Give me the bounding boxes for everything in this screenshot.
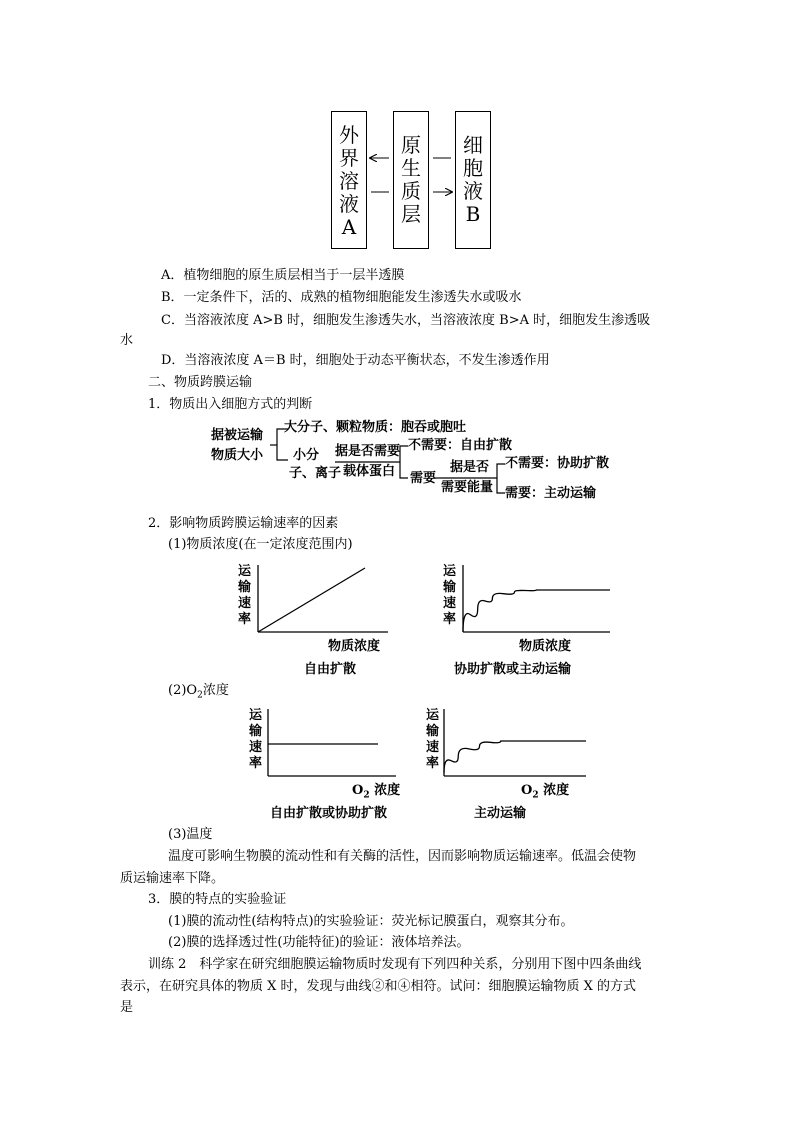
chart1-caption: 自由扩散 bbox=[304, 662, 357, 677]
factor-1-title: (1)物质浓度(在一定浓度范围内) bbox=[168, 537, 353, 552]
tree-small-line1: 小分 bbox=[293, 448, 320, 463]
verify-selective-permeability: (2)膜的选择透过性(功能特征)的验证：液体培养法。 bbox=[168, 935, 470, 950]
chart2-series-line bbox=[463, 590, 610, 632]
chart4-series-line bbox=[444, 741, 586, 773]
tree-carrier-line1: 据是否需要 bbox=[335, 444, 401, 459]
factor-2-title: $(2)O_2$浓度 bbox=[168, 683, 229, 701]
bracket-carrier bbox=[400, 446, 408, 478]
chart3-x-label: $O_2$ 浓度 bbox=[352, 783, 401, 801]
chart4-y-label: 运 输 速 率 bbox=[426, 708, 440, 771]
tree-no-energy: 不需要：协助扩散 bbox=[505, 456, 610, 471]
protoplast-layer-label: 原 生 质 层 bbox=[401, 133, 421, 226]
item-2-title: 2．影响物质跨膜运输速率的因素 bbox=[148, 516, 339, 531]
option-a: A．植物细胞的原生质层相当于一层半透膜 bbox=[161, 268, 405, 283]
temperature-text-line2: 质运输速率下降。 bbox=[120, 871, 225, 886]
tree-root-line2: 物质大小 bbox=[211, 448, 264, 463]
chart-o2-active-transport bbox=[426, 704, 596, 824]
verify-fluidity: (1)膜的流动性(结构特点)的实验验证：荧光标记膜蛋白，观察其分布。 bbox=[168, 914, 574, 929]
exercise-line3: 是 bbox=[120, 1000, 134, 1015]
tree-need-carrier: 需要 bbox=[410, 471, 437, 486]
option-b: B．一定条件下，活的、成熟的植物细胞能发生渗透失水或吸水 bbox=[161, 290, 522, 305]
chart1-y-label: 运 输 速 率 bbox=[238, 564, 252, 627]
chart3-y-label: 运 输 速 率 bbox=[249, 708, 263, 771]
tree-brackets bbox=[0, 0, 794, 520]
bracket-energy bbox=[497, 464, 505, 493]
option-c-line2: 水 bbox=[120, 333, 134, 348]
chart1-x-label: 物质浓度 bbox=[328, 639, 381, 654]
tree-carrier-line2: 载体蛋白 bbox=[343, 464, 396, 479]
chart2-x-label: 物质浓度 bbox=[519, 639, 572, 654]
cell-sap-label: 细 胞 液 B bbox=[463, 133, 483, 226]
option-c-line1: C．当溶液浓度 A>B 时，细胞发生渗透失水，当溶液浓度 B>A 时，细胞发生渗透吸 bbox=[161, 313, 651, 328]
item-1-title: 1．物质出入细胞方式的判断 bbox=[148, 397, 313, 412]
chart3-caption: 自由扩散或协助扩散 bbox=[270, 806, 388, 821]
exercise-line1: 训练 2 科学家在研究细胞膜运输物质时发现有下列四种关系，分别用下图中四条曲线 bbox=[148, 957, 642, 972]
bracket-root bbox=[277, 429, 288, 460]
tree-root-line1: 据被运输 bbox=[211, 428, 264, 443]
temperature-text-line1: 温度可影响生物膜的流动性和有关酶的活性，因而影响物质运输速率。低温会使物 bbox=[168, 849, 637, 864]
tree-small-line2: 子、离子 bbox=[289, 466, 342, 481]
factor-3-title: (3)温度 bbox=[168, 827, 213, 842]
tree-need-energy: 需要：主动运输 bbox=[505, 486, 597, 501]
option-d: D．当溶液浓度 A＝B 时，细胞处于动态平衡状态，不发生渗透作用 bbox=[161, 353, 550, 368]
chart-facilitated-or-active bbox=[440, 560, 610, 680]
chart-free-diffusion bbox=[230, 560, 400, 680]
exercise-line2: 表示，在研究具体的物质 X 时，发现与曲线②和④相符。试问：细胞膜运输物质 X 的方式 bbox=[120, 979, 637, 994]
tree-energy-line1: 据是否 bbox=[450, 460, 490, 475]
section-heading: 二、物质跨膜运输 bbox=[148, 375, 253, 390]
chart4-caption: 主动运输 bbox=[474, 806, 527, 821]
item-3-title: 3．膜的特点的实验验证 bbox=[148, 892, 287, 907]
tree-no-carrier: 不需要：自由扩散 bbox=[408, 438, 513, 453]
tree-energy-line2: 需要能量 bbox=[441, 480, 494, 495]
chart2-y-label: 运 输 速 率 bbox=[443, 564, 457, 627]
chart4-x-label: $O_2$ 浓度 bbox=[521, 783, 570, 801]
chart1-series-line bbox=[258, 568, 365, 632]
outer-solution-label: 外 界 溶 液 A bbox=[339, 123, 359, 239]
chart2-caption: 协助扩散或主动运输 bbox=[454, 662, 572, 677]
chart-o2-free-or-facilitated bbox=[246, 704, 406, 824]
tree-large-molecules: 大分子、颗粒物质：胞吞或胞吐 bbox=[284, 420, 467, 435]
